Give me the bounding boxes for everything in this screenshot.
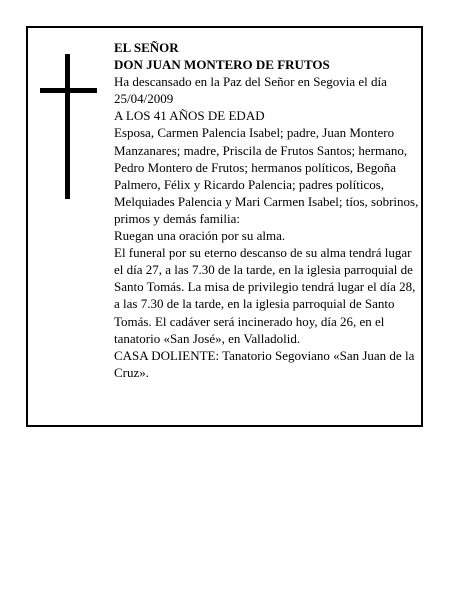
mourning-house: CASA DOLIENTE: Tanatorio Segoviano «San Juan de la Cruz». <box>114 347 415 380</box>
funeral-details: El funeral por su eterno descanso de su alma tendrá lugar el día 27, a las 7.30 de la tarde, en la iglesia parroquial de Santo Tomás. La misa de privilegio tendrá lugar el día 28, a las 7.30 de la tarde, en la iglesia parroquial de Santo Tomás. El cadáver será incinerado hoy, día 26, en el tanatorio «San José», en Valladolid. <box>114 245 416 346</box>
obituary-text <box>114 39 420 381</box>
cross-vertical-bar <box>65 54 70 199</box>
cross-horizontal-bar <box>40 88 97 93</box>
deceased-name: DON JUAN MONTERO DE FRUTOS <box>114 57 330 73</box>
age-line: A LOS 41 AÑOS DE EDAD <box>114 108 265 124</box>
cross-icon <box>40 54 97 199</box>
death-line: Ha descansado en la Paz del Señor en Segovia el día 25/04/2009 <box>114 74 387 107</box>
notice-title: EL SEÑOR <box>114 40 179 55</box>
family-list: Esposa, Carmen Palencia Isabel; padre, Juan Montero Manzanares; madre, Priscila de Frutos Santos; hermano, Pedro Montero de Frutos; hermanos políticos, Begoña Palmero, Félix y Ricardo Palencia; padres políticos, Melquiades Palencia y Mari Carmen Isabel; tíos, sobrinos, primos y demás familia: <box>114 125 419 226</box>
obituary-notice <box>26 26 423 427</box>
prayer-line: Ruegan una oración por su alma. <box>114 228 286 244</box>
